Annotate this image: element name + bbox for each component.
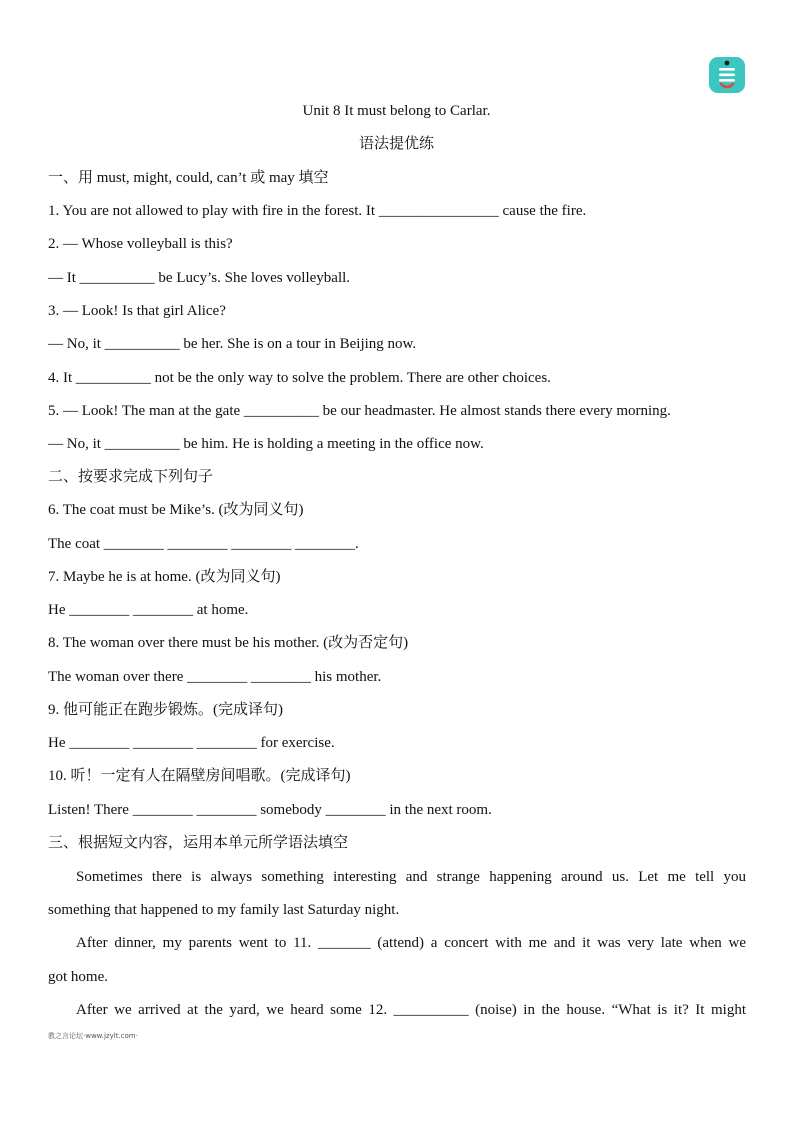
question-line: 7. Maybe he is at home. (改为同义句) — [48, 569, 281, 585]
passage-line: something that happened to my family last Saturday night. — [48, 902, 400, 918]
question-line: The coat ________ ________ ________ ________. — [48, 536, 359, 552]
question-line: — It __________ be Lucy’s. She loves volleyball. — [48, 270, 351, 286]
page-subtitle: 语法提优练 — [358, 136, 434, 152]
question-line: 1. You are not allowed to play with fire in the forest. It ________________ cause the fire. — [48, 203, 587, 219]
section-heading-3: 三、根据短文内容，运用本单元所学语法填空 — [48, 835, 349, 851]
question-line: The woman over there ________ ________ his mother. — [48, 669, 382, 685]
question-line: 4. It __________ not be the only way to solve the problem. There are other choices. — [48, 370, 551, 386]
question-line: Listen! There ________ ________ somebody ________ in the next room. — [48, 802, 492, 818]
question-line: He ________ ________ at home. — [48, 602, 249, 618]
question-line: 9. 他可能正在跑步锻炼。(完成译句) — [48, 702, 283, 718]
passage-line: After we arrived at the yard, we heard some 12. __________ (noise) in the house. “What is it? It might — [76, 1002, 746, 1018]
question-line: 10. 听！一定有人在隔壁房间唱歌。(完成译句) — [48, 768, 351, 784]
question-line: 5. — Look! The man at the gate __________ be our headmaster. He almost stands there every morning. — [48, 403, 671, 419]
passage-line: Sometimes there is always something interesting and strange happening around us. Let me tell you — [76, 869, 746, 885]
question-line: — No, it __________ be her. She is on a tour in Beijing now. — [48, 336, 417, 352]
footer-text[interactable]: 教之言论坛·www.jzylt.com· — [48, 1032, 138, 1040]
logo-icon — [709, 57, 745, 93]
question-line: 3. — Look! Is that girl Alice? — [48, 303, 226, 319]
question-line: He ________ ________ ________ for exercise. — [48, 735, 335, 751]
passage-line: got home. — [48, 969, 108, 985]
question-line: 8. The woman over there must be his mother. (改为否定句) — [48, 635, 409, 651]
question-line: 2. — Whose volleyball is this? — [48, 236, 233, 252]
page-title: Unit 8 It must belong to Carlar. — [302, 103, 491, 119]
passage-line: After dinner, my parents went to 11. _______ (attend) a concert with me and it was very late when we — [76, 935, 746, 951]
section-heading-1: 一、用 must, might, could, can’t 或 may 填空 — [48, 170, 329, 186]
section-heading-2: 二、按要求完成下列句子 — [48, 469, 214, 485]
question-line: — No, it __________ be him. He is holding a meeting in the office now. — [48, 436, 484, 452]
question-line: 6. The coat must be Mike’s. (改为同义句) — [48, 502, 304, 518]
